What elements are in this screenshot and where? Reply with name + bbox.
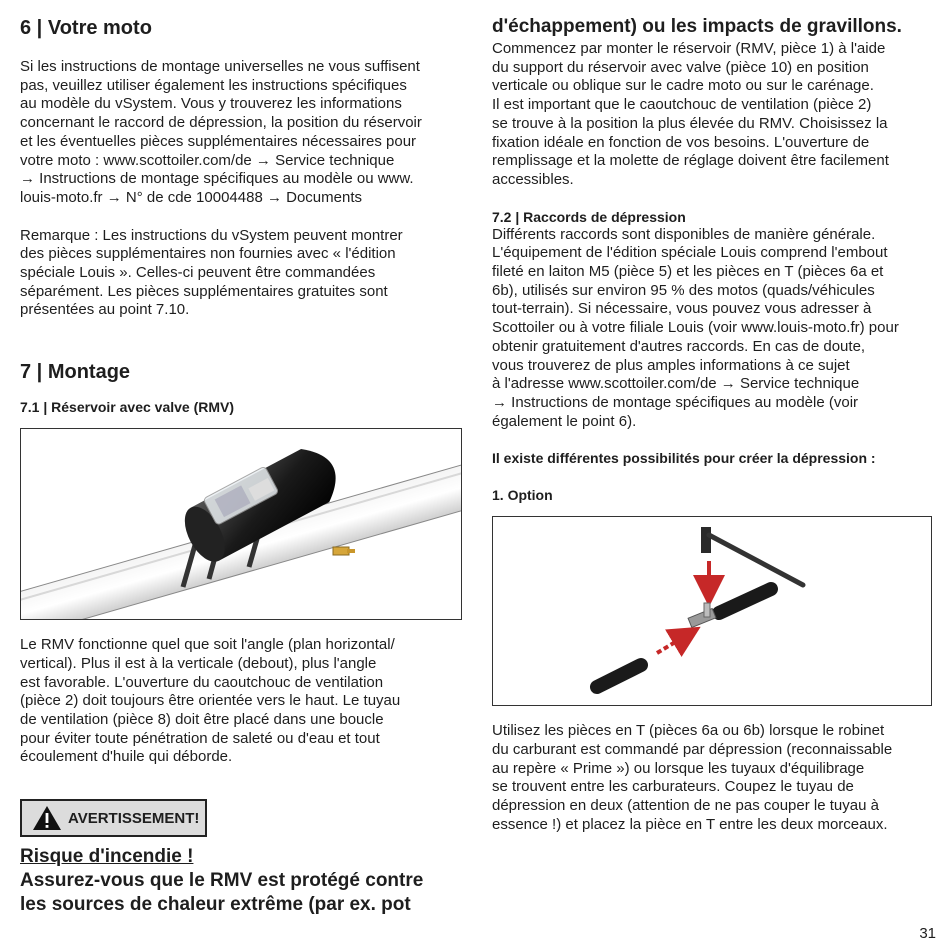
text-line: du support du réservoir avec valve (pièce 10) en position: [492, 58, 869, 76]
warning-box: [20, 799, 207, 837]
possibilities-line: Il existe différentes possibilités pour créer la dépression :: [492, 450, 876, 467]
section-7-2-title: 7.2 | Raccords de dépression: [492, 208, 686, 225]
text-line: et les éventuelles pièces supplémentaires nécessaires pour: [20, 132, 417, 150]
text-line: dépression en deux (attention de ne pas couper le tuyau à: [492, 797, 879, 815]
tpiece-figure: [492, 516, 932, 706]
tpiece-illustration: [493, 517, 931, 705]
text-line: Commencez par monter le réservoir (RMV, pièce 1) à l'aide: [492, 40, 886, 57]
text-line: remplissage et la molette de réglage doivent être facilement: [492, 152, 889, 170]
text-line: Il est important que le caoutchouc de ventilation (pièce 2): [492, 96, 872, 114]
section-7-title: 7 | Montage: [20, 361, 131, 384]
text-line: essence !) et placez la pièce en T entre les deux morceaux.: [492, 815, 888, 833]
arrow-diagonal: [657, 635, 687, 653]
text-line: → Instructions de montage spécifiques au modèle (voir: [492, 393, 859, 411]
hose-lower: [597, 665, 641, 687]
text-line: Assurez-vous que le RMV est protégé contre: [20, 870, 424, 892]
warning-title: Risque d'incendie !: [20, 846, 194, 868]
text-line: louis-moto.fr → N° de cde 10004488 → Documents: [20, 188, 362, 206]
rmv-figure: [20, 428, 462, 620]
text-line: du carburant est commandé par dépression (reconnaissable: [492, 741, 893, 759]
rmv-body: [20, 636, 460, 767]
text-line: des pièces supplémentaires non fournies avec « l'édition: [20, 245, 396, 263]
text-line: Si les instructions de montage universelles ne vous suffisent: [20, 58, 420, 75]
right-column: [492, 14, 932, 835]
section-6-title: 6 | Votre moto: [20, 17, 152, 39]
text-line: au repère « Prime ») ou lorsque les tuyaux d'équilibrage: [492, 759, 865, 777]
warning-label: AVERTISSEMENT!: [68, 809, 200, 827]
rmv-illustration: [21, 429, 461, 619]
text-line: spéciale Louis ». Celles-ci peuvent être commandées: [20, 264, 376, 282]
page-number: 31: [919, 925, 936, 942]
text-line: pas, veuillez utiliser également les instructions spécifiques: [20, 76, 407, 94]
text-line: Le RMV fonctionne quel que soit l'angle (plan horizontal/: [20, 636, 395, 654]
text-line: au modèle du vSystem. Vous y trouverez les informations: [20, 95, 402, 113]
text-line: pour éviter toute pénétration de saleté ou d'eau et tout: [20, 729, 380, 747]
tpiece-body: [492, 722, 932, 834]
text-line: séparément. Les pièces supplémentaires gratuites sont: [20, 282, 388, 300]
text-line: → Instructions de montage spécifiques au modèle ou www.: [20, 170, 414, 188]
section-6-body: [20, 58, 460, 208]
warning-continuation: d'échappement) ou les impacts de gravillons.: [492, 16, 902, 37]
section-7-1-title: 7.1 | Réservoir avec valve (RMV): [20, 399, 235, 416]
text-line: se trouvent entre les carburateurs. Coupez le tuyau de: [492, 778, 854, 796]
text-line: accessibles.: [492, 170, 574, 188]
text-line: est favorable. L'ouverture du caoutchouc de ventilation: [20, 673, 384, 691]
mount-body: [492, 40, 932, 190]
text-line: écoulement d'huile qui déborde.: [20, 748, 233, 766]
left-column: [20, 14, 460, 917]
text-line: (pièce 2) doit toujours être orientée vers le haut. Le tuyau: [20, 692, 401, 710]
text-line: fixation idéale en fonction de vos besoins. L'ouverture de: [492, 133, 870, 151]
text-line: obtenir gratuitement d'autres raccords. En cas de doute,: [492, 337, 866, 355]
text-line: tout-terrain). Si nécessaire, vous pouvez vous adresser à: [492, 300, 872, 318]
warning-text: [20, 869, 460, 917]
text-line: concernant le raccord de dépression, la position du réservoir: [20, 114, 422, 132]
brass-nipple: [333, 547, 355, 555]
text-line: Utilisez les pièces en T (pièces 6a ou 6b) lorsque le robinet: [492, 722, 885, 740]
remark-body: [20, 227, 460, 321]
option-1-label: 1. Option: [492, 487, 553, 504]
text-line: vous trouverez de plus amples informations à ce sujet: [492, 356, 850, 374]
warning-triangle-icon: [32, 805, 62, 831]
text-line: les sources de chaleur extrême (par ex. pot: [20, 894, 411, 916]
text-line: votre moto : www.scottoiler.com/de → Service technique: [20, 151, 395, 169]
text-line: se trouve à la position la plus élevée du RMV. Choisissez la: [492, 114, 888, 132]
hose-upper: [719, 589, 771, 613]
text-line: 6b), utilisés sur environ 95 % des motos (quads/véhicules: [492, 281, 875, 299]
text-line: présentées au point 7.10.: [20, 301, 190, 319]
text-line: également le point 6).: [492, 412, 637, 430]
vacuum-rod: [701, 527, 803, 585]
text-line: de ventilation (pièce 8) doit être placé dans une boucle: [20, 710, 384, 728]
text-line: à l'adresse www.scottoiler.com/de → Service technique: [492, 375, 860, 393]
text-line: vertical). Plus il est à la verticale (debout), plus l'angle: [20, 654, 377, 672]
text-line: fileté en laiton M5 (pièce 5) et les pièces en T (pièces 6a et: [492, 263, 884, 281]
depression-body: [492, 226, 932, 432]
t-piece: [688, 603, 716, 628]
text-line: L'équipement de l'édition spéciale Louis comprend l'embout: [492, 244, 888, 262]
text-line: Scottoiler ou à votre filiale Louis (voir www.louis-moto.fr) pour: [492, 319, 899, 337]
text-line: Différents raccords sont disponibles de manière générale.: [492, 225, 876, 243]
text-line: Remarque : Les instructions du vSystem peuvent montrer: [20, 226, 403, 244]
text-line: verticale ou oblique sur le cadre moto ou sur le carénage.: [492, 77, 874, 95]
